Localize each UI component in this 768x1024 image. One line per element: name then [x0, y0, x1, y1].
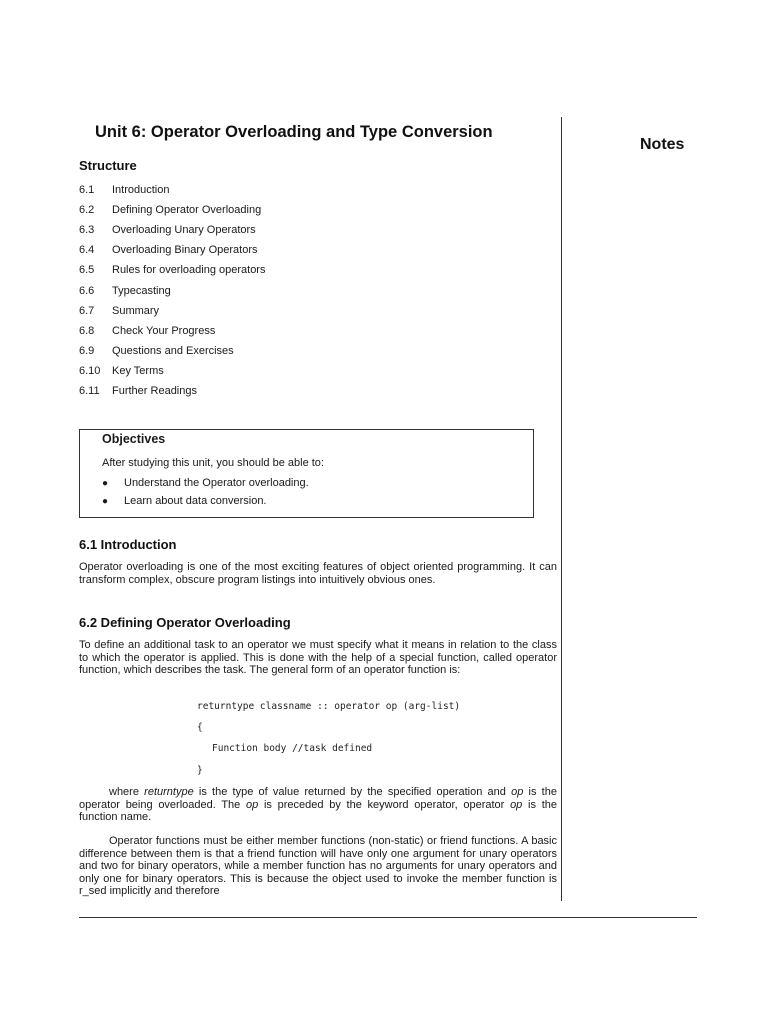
margin-divider [561, 117, 562, 901]
text-span: is the function name. [79, 798, 557, 824]
term-op: op [246, 798, 259, 811]
term-op: op [511, 786, 524, 798]
toc-number: 6.6 [79, 284, 95, 297]
structure-heading: Structure [79, 158, 137, 173]
objective-text: Learn about data conversion. [124, 495, 267, 507]
toc-number: 6.5 [79, 264, 95, 277]
defining-paragraph-1: To define an additional task to an operator we must specify what it means in relation to the class to which the operator is applied. This is done with the help of a special function, called operator function, which describes the task. The general form of an operator function is: [79, 639, 557, 677]
toc-item [79, 260, 559, 280]
objectives-list [102, 474, 309, 510]
objective-item [102, 474, 309, 492]
toc-label: Introduction [112, 184, 170, 197]
toc-label: Further Readings [112, 384, 197, 397]
defining-paragraph-2 [79, 786, 557, 824]
toc-number: 6.3 [79, 224, 95, 237]
unit-title: Unit 6: Operator Overloading and Type Conversion [95, 123, 493, 141]
toc-label: Typecasting [112, 284, 171, 297]
footer-rule [79, 917, 697, 918]
defining-heading: 6.2 Defining Operator Overloading [79, 615, 291, 630]
objectives-heading: Objectives [102, 432, 166, 446]
bullet-icon: ● [102, 477, 109, 489]
toc-number: 6.2 [79, 204, 95, 217]
term-returntype: returntype [144, 786, 194, 798]
toc-number: 6.9 [79, 344, 95, 357]
toc-number: 6.8 [79, 324, 95, 337]
toc-number: 6.7 [79, 304, 95, 317]
toc-label: Key Terms [112, 364, 164, 377]
toc-item [79, 280, 559, 300]
toc-number: 6.4 [79, 244, 95, 257]
code-line-body: Function body //task defined [212, 743, 373, 754]
toc-label: Summary [112, 304, 160, 317]
objective-item [102, 492, 309, 510]
toc-label: Overloading Unary Operators [112, 224, 256, 237]
toc-item [79, 341, 559, 361]
toc-label: Overloading Binary Operators [112, 244, 258, 257]
toc-item [79, 240, 559, 260]
notes-label: Notes [640, 136, 685, 153]
toc-number: 6.1 [79, 184, 95, 197]
term-op: op [510, 798, 523, 811]
toc-item [79, 220, 559, 240]
text-span: where [109, 786, 145, 798]
defining-paragraph-3: Operator functions must be either member functions (non-static) or friend functions. A basic difference between them is that a friend function will have only one argument for unary operators and two for binary operators, while a member function has no arguments for unary operators and only one for binary operators. This is because the object used to invoke the member function is r_sed implicitly and therefore [79, 835, 557, 898]
objectives-intro: After studying this unit, you should be able to: [102, 457, 324, 469]
toc-number: 6.11 [79, 384, 100, 397]
toc-item [79, 180, 559, 200]
toc-item [79, 361, 559, 381]
toc-label: Defining Operator Overloading [112, 204, 262, 217]
introduction-heading: 6.1 Introduction [79, 537, 177, 552]
objectives-box [79, 429, 534, 518]
toc-number: 6.10 [79, 364, 101, 377]
toc-item [79, 381, 559, 401]
code-line-close-brace: } [197, 765, 203, 776]
toc-label: Rules for overloading operators [112, 264, 266, 277]
toc-item [79, 321, 559, 341]
toc-label: Check Your Progress [112, 324, 216, 337]
toc-item [79, 200, 559, 220]
structure-list [79, 180, 559, 401]
text-span: is preceded by the keyword operator, operator [258, 798, 511, 811]
toc-item [79, 301, 559, 321]
code-line-open-brace: { [197, 722, 203, 733]
bullet-icon: ● [102, 495, 109, 507]
toc-label: Questions and Exercises [112, 344, 234, 357]
code-line-signature: returntype classname :: operator op (arg-list) [197, 701, 461, 712]
introduction-paragraph: Operator overloading is one of the most exciting features of object oriented programming. It can transform complex, obscure program listings into intuitively obvious ones. [79, 561, 557, 586]
objective-text: Understand the Operator overloading. [124, 477, 309, 489]
text-span: is the operator being overloaded. The [79, 786, 557, 811]
text-span: is the type of value returned by the specified operation and [193, 786, 512, 798]
